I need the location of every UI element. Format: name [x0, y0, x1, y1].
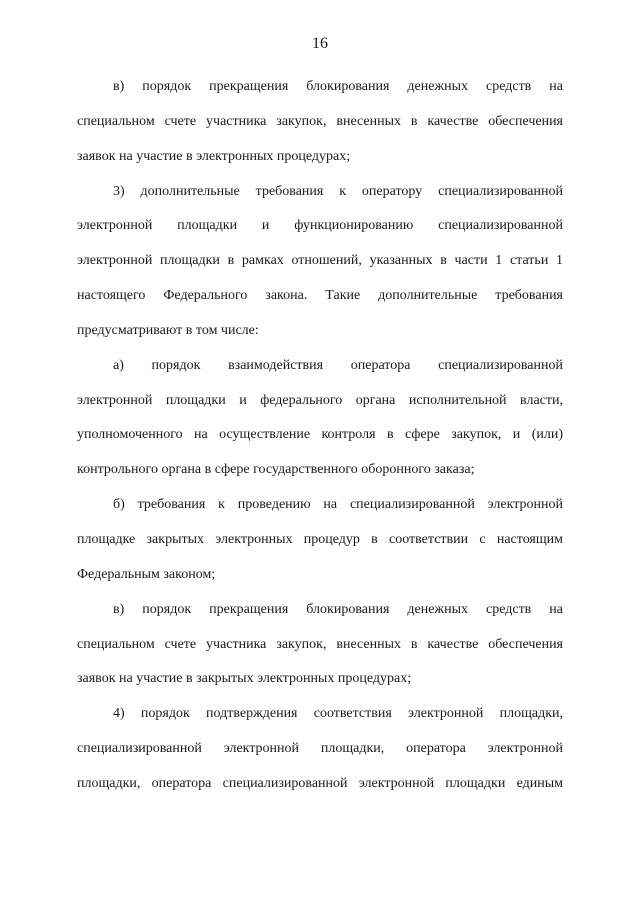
page-number: 16 [312, 35, 328, 52]
paragraph-line: б) требования к проведению на специализированной электронной [113, 497, 563, 513]
paragraph [77, 349, 563, 488]
paragraph-line: электронной площадки и функционированию специализированной [77, 218, 563, 234]
paragraph-line: электронной площадки и федерального органа исполнительной власти, [77, 392, 563, 408]
paragraph-line: площадке закрытых электронных процедур в соответствии с настоящим [77, 531, 563, 547]
paragraph-line: а) порядок взаимодействия оператора специализированной [113, 357, 563, 373]
paragraph-line: специализированной электронной площадки, оператора электронной [77, 741, 563, 757]
paragraph [77, 488, 563, 593]
paragraph-line: заявок на участие в закрытых электронных процедурах; [77, 671, 412, 687]
paragraph-line: специальном счете участника закупок, внесенных в качестве обеспечения [77, 636, 563, 652]
paragraph-line: 3) дополнительные требования к оператору специализированной [113, 183, 563, 199]
paragraph-line: контрольного органа в сфере государственного оборонного заказа; [77, 462, 475, 478]
paragraph-line: уполномоченного на осуществление контроля в сфере закупок, и (или) [77, 427, 563, 443]
paragraph-line: заявок на участие в электронных процедурах; [77, 148, 351, 164]
paragraph-line: настоящего Федерального закона. Такие дополнительные требования [77, 288, 563, 304]
paragraph-line: площадки, оператора специализированной электронной площадки единым [77, 775, 563, 791]
paragraph [77, 697, 563, 802]
paragraph-line: специальном счете участника закупок, внесенных в качестве обеспечения [77, 113, 563, 129]
paragraph-line: в) порядок прекращения блокирования денежных средств на [113, 79, 563, 94]
paragraph-line: в) порядок прекращения блокирования денежных средств на [113, 601, 563, 617]
paragraph [77, 593, 563, 698]
paragraph-line: предусматривают в том числе: [77, 322, 259, 338]
paragraph-line: 4) порядок подтверждения соответствия электронной площадки, [113, 706, 563, 722]
paragraph-line: Федеральным законом; [77, 566, 216, 582]
document-body [77, 70, 563, 802]
paragraph [77, 175, 563, 349]
paragraph [77, 70, 563, 175]
paragraph-line: электронной площадки в рамках отношений, указанных в части 1 статьи 1 [77, 253, 563, 269]
